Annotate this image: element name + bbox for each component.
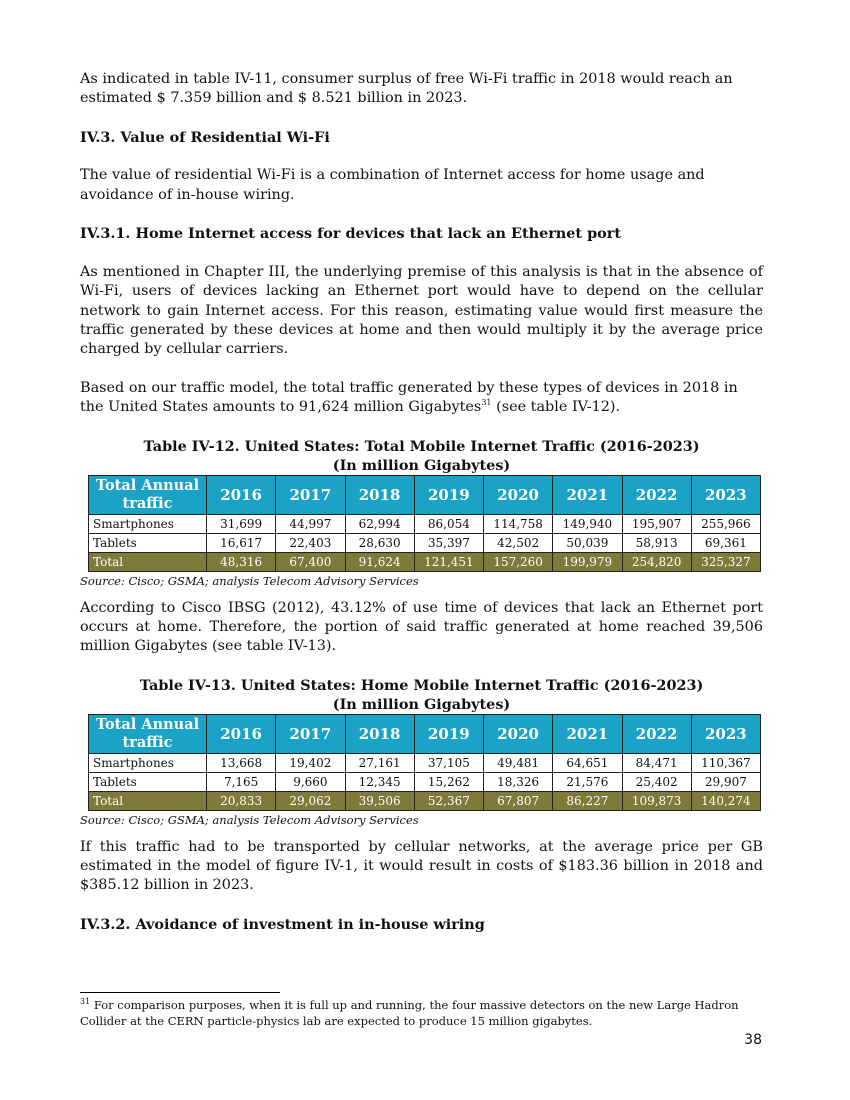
table-cell: 13,668 [207,753,276,772]
table-cell: 157,260 [484,552,553,571]
footnote-number: 31 [80,997,91,1007]
table-cell: 29,907 [691,772,760,791]
table-cell: 22,403 [276,533,345,552]
table-row [89,753,761,772]
table-cell: 16,617 [207,533,276,552]
table-total-row [89,791,761,810]
table-cell: 109,873 [622,791,691,810]
table-cell: 15,262 [414,772,483,791]
table-cell: 21,576 [553,772,622,791]
footnote-text: For comparison purposes, when it is full up and running, the four massive detectors on the new Large Hadron Collider at the CERN particle-physics lab are expected to produce 15 million gigabytes. [80,998,739,1028]
table-cell: 50,039 [553,533,622,552]
footnote-ref: 31 [481,398,492,408]
table-cell: 64,651 [553,753,622,772]
table13-header: Total Annual traffic [89,714,207,753]
table-cell: 52,367 [414,791,483,810]
table-cell: 67,807 [484,791,553,810]
table13-source: Source: Cisco; GSMA; analysis Telecom Advisory Services [80,812,419,827]
table12-header-row [89,475,761,514]
table12-header: 2017 [276,475,345,514]
table-cell: 69,361 [691,533,760,552]
table-cell: 149,940 [553,514,622,533]
table-cell: 195,907 [622,514,691,533]
table-cell: 114,758 [484,514,553,533]
table-cell: 29,062 [276,791,345,810]
table-cell: 48,316 [207,552,276,571]
table-cell: 58,913 [622,533,691,552]
table-cell: Smartphones [89,514,207,533]
table13-header: 2022 [622,714,691,753]
table-cell: 62,994 [345,514,414,533]
table-cell: Total [89,552,207,571]
table12-header: 2021 [553,475,622,514]
traffic-model-end: (see table IV-12). [491,399,621,416]
heading-iv31: IV.3.1. Home Internet access for devices that lack an Ethernet port [80,225,621,243]
table-cell: 7,165 [207,772,276,791]
heading-iv3: IV.3. Value of Residential Wi-Fi [80,128,330,146]
paragraph-premise: As mentioned in Chapter III, the underlying premise of this analysis is that in the absence of Wi-Fi, users of devices lacking an Ethernet port would have to depend on the cellular network to gain Internet access. For this reason, estimating value would first measure the traffic generated by these devices at home and then would multiply it by the average price charged by cellular carriers. [80,263,763,358]
table12-header: 2020 [484,475,553,514]
traffic-model-text: Based on our traffic model, the total traffic generated by these types of devices in 2018 in the United States amounts to 91,624 million Gigabytes [80,379,738,416]
table-cell: 19,402 [276,753,345,772]
table-cell: 20,833 [207,791,276,810]
table12-header: 2018 [345,475,414,514]
table13-title: Table IV-13. United States: Home Mobile Internet Traffic (2016-2023) [139,676,704,694]
table-cell: 18,326 [484,772,553,791]
table-cell: 49,481 [484,753,553,772]
table-cell: 42,502 [484,533,553,552]
table-cell: 12,345 [345,772,414,791]
table-iv12 [88,475,761,572]
table-cell: 110,367 [691,753,760,772]
paragraph-cisco-ibsg: According to Cisco IBSG (2012), 43.12% of use time of devices that lack an Ethernet port occurs at home. Therefore, the portion of said traffic generated at home reached 39,506 million Gigabytes (see table IV-13). [80,599,763,655]
table-cell: 44,997 [276,514,345,533]
heading-iv32: IV.3.2. Avoidance of investment in in-house wiring [80,916,485,934]
table-row [89,533,761,552]
table12-header: 2023 [691,475,760,514]
table12-source: Source: Cisco; GSMA; analysis Telecom Advisory Services [80,573,419,588]
table12-header: Total Annual traffic [89,475,207,514]
table-cell: 91,624 [345,552,414,571]
table-cell: 121,451 [414,552,483,571]
table12-subtitle: (In million Gigabytes) [332,456,511,474]
table-cell: 31,699 [207,514,276,533]
table-cell: 325,327 [691,552,760,571]
paragraph-consumer-surplus: As indicated in table IV-11, consumer surplus of free Wi-Fi traffic in 2018 would reach an estimated $ 7.359 billion and $ 8.521 billion in 2023. [80,71,733,107]
table-total-row [89,552,761,571]
table13-header: 2019 [414,714,483,753]
table13-header: 2021 [553,714,622,753]
table-cell: Tablets [89,772,207,791]
table13-header: 2023 [691,714,760,753]
table13-header: 2018 [345,714,414,753]
table-cell: Smartphones [89,753,207,772]
table-cell: 28,630 [345,533,414,552]
table12-title: Table IV-12. United States: Total Mobile Internet Traffic (2016-2023) [143,437,700,455]
table-row [89,514,761,533]
table12-header: 2016 [207,475,276,514]
table13-header: 2017 [276,714,345,753]
document-body [80,70,763,934]
table-cell: 84,471 [622,753,691,772]
table-cell: 39,506 [345,791,414,810]
table-cell: 35,397 [414,533,483,552]
paragraph-residential-value: The value of residential Wi-Fi is a combination of Internet access for home usage and avoidance of in-house wiring. [80,167,705,203]
page-number: 38 [744,1032,762,1048]
table-cell: 37,105 [414,753,483,772]
table13-header: 2016 [207,714,276,753]
table-cell: 25,402 [622,772,691,791]
paragraph-traffic-model [80,379,763,418]
footnote-divider [80,992,280,993]
table-cell: 27,161 [345,753,414,772]
table12-header: 2019 [414,475,483,514]
table-cell: Total [89,791,207,810]
table13-header: 2020 [484,714,553,753]
table-cell: 67,400 [276,552,345,571]
table-iv13 [88,714,761,811]
table-cell: Tablets [89,533,207,552]
table-cell: 86,054 [414,514,483,533]
table-cell: 199,979 [553,552,622,571]
table-cell: 9,660 [276,772,345,791]
table-cell: 86,227 [553,791,622,810]
footnote [80,997,763,1029]
table-row [89,772,761,791]
table13-header-row [89,714,761,753]
table-cell: 255,966 [691,514,760,533]
paragraph-cellular-cost: If this traffic had to be transported by cellular networks, at the average price per GB estimated in the model of figure IV-1, it would result in costs of $183.36 billion in 2018 and $385.12 billion in 2023. [80,838,763,894]
table-cell: 140,274 [691,791,760,810]
table12-header: 2022 [622,475,691,514]
table13-subtitle: (In million Gigabytes) [332,695,511,713]
table-cell: 254,820 [622,552,691,571]
